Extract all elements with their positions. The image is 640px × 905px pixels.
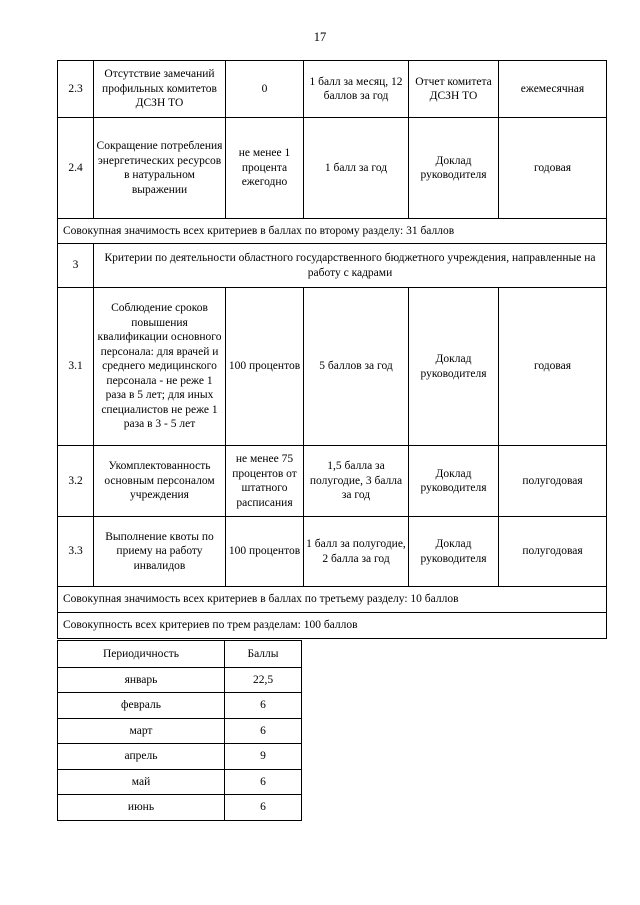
period-cell: ежемесячная <box>499 61 607 118</box>
points-header: Баллы <box>225 641 302 668</box>
report-cell: Доклад руководителя <box>409 288 499 446</box>
periodicity-header: Периодичность <box>58 641 225 668</box>
section-title: Критерии по деятельности областного государственного бюджетного учреждения, направленные на работу с кадрами <box>94 244 607 288</box>
points-cell: 5 баллов за год <box>304 288 409 446</box>
periodicity-table <box>57 640 302 821</box>
row-number: 2.3 <box>58 61 94 118</box>
table-row-2-4 <box>58 118 607 219</box>
total-section-2: Совокупная значимость всех критериев в баллах по второму разделу: 31 баллов <box>58 219 607 244</box>
criteria-table <box>57 60 607 639</box>
criterion-cell: Укомплектованность основным персоналом учреждения <box>94 446 226 517</box>
row-number: 2.4 <box>58 118 94 219</box>
month-cell: март <box>58 719 225 744</box>
page-number: 17 <box>313 30 327 44</box>
criterion-cell: Соблюдение сроков повышения квалификации основного персонала: для врачей и среднего медицинского персонала - не реже 1 раза в 5 лет; для иных специалистов не реже 1 раза в 3 - 5 лет <box>94 288 226 446</box>
row-number: 3.2 <box>58 446 94 517</box>
total-section-2-row <box>58 219 607 244</box>
month-cell: июнь <box>58 795 225 821</box>
value-cell: не менее 75 процентов от штатного расписания <box>226 446 304 517</box>
month-cell: апрель <box>58 744 225 770</box>
table-row <box>58 693 302 719</box>
row-number: 3.3 <box>58 517 94 587</box>
report-cell: Отчет комитета ДСЗН ТО <box>409 61 499 118</box>
month-cell: февраль <box>58 693 225 719</box>
total-section-3: Совокупная значимость всех критериев в баллах по третьему разделу: 10 баллов <box>58 587 607 613</box>
month-points-cell: 6 <box>225 770 302 795</box>
table-row <box>58 668 302 693</box>
total-section-3-row <box>58 587 607 613</box>
table-row-3-3 <box>58 517 607 587</box>
points-cell: 1 балл за год <box>304 118 409 219</box>
value-cell: 0 <box>226 61 304 118</box>
month-cell: май <box>58 770 225 795</box>
table-row-2-3 <box>58 61 607 118</box>
periodicity-header-row <box>58 641 302 668</box>
period-cell: годовая <box>499 118 607 219</box>
period-cell: годовая <box>499 288 607 446</box>
table-row <box>58 770 302 795</box>
table-row <box>58 719 302 744</box>
total-all: Совокупность всех критериев по трем разделам: 100 баллов <box>58 613 607 639</box>
period-cell: полугодовая <box>499 517 607 587</box>
criterion-cell: Сокращение потребления энергетических ресурсов в натуральном выражении <box>94 118 226 219</box>
row-number: 3.1 <box>58 288 94 446</box>
report-cell: Доклад руководителя <box>409 446 499 517</box>
table-row-3-1 <box>58 288 607 446</box>
month-points-cell: 6 <box>225 795 302 821</box>
value-cell: 100 процентов <box>226 288 304 446</box>
month-cell: январь <box>58 668 225 693</box>
report-cell: Доклад руководителя <box>409 118 499 219</box>
value-cell: не менее 1 процента ежегодно <box>226 118 304 219</box>
table-row-3-2 <box>58 446 607 517</box>
month-points-cell: 6 <box>225 719 302 744</box>
criterion-cell: Выполнение квоты по приему на работу инвалидов <box>94 517 226 587</box>
criterion-cell: Отсутствие замечаний профильных комитетов ДСЗН ТО <box>94 61 226 118</box>
points-cell: 1 балл за месяц, 12 баллов за год <box>304 61 409 118</box>
section-3-header-row <box>58 244 607 288</box>
month-points-cell: 22,5 <box>225 668 302 693</box>
points-cell: 1 балл за полугодие, 2 балла за год <box>304 517 409 587</box>
report-cell: Доклад руководителя <box>409 517 499 587</box>
table-row <box>58 744 302 770</box>
total-all-row <box>58 613 607 639</box>
month-points-cell: 6 <box>225 693 302 719</box>
section-number: 3 <box>58 244 94 288</box>
value-cell: 100 процентов <box>226 517 304 587</box>
period-cell: полугодовая <box>499 446 607 517</box>
month-points-cell: 9 <box>225 744 302 770</box>
table-row <box>58 795 302 821</box>
points-cell: 1,5 балла за полугодие, 3 балла за год <box>304 446 409 517</box>
